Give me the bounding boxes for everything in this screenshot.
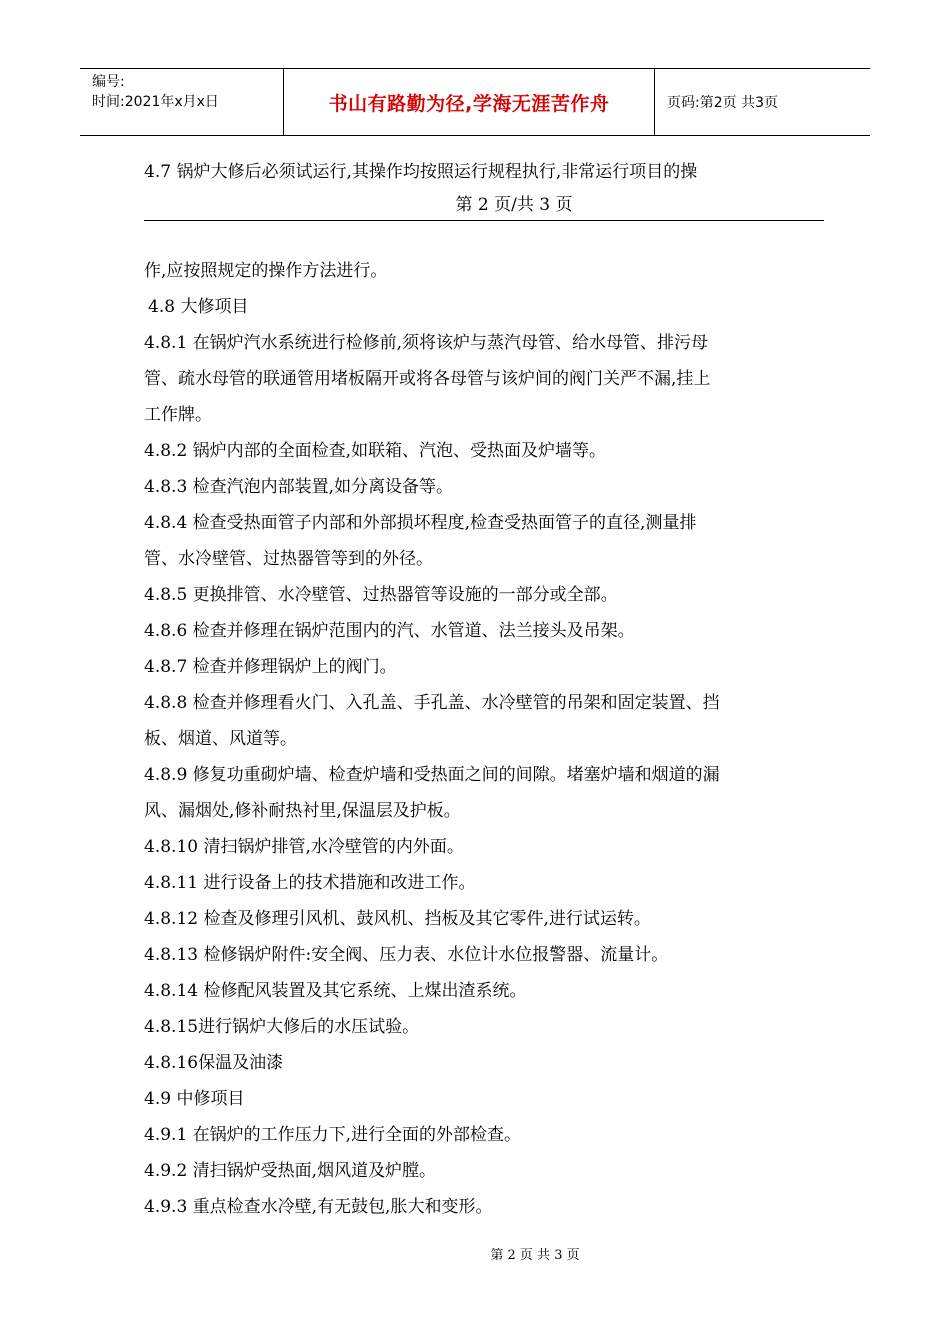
text-line: 4.8.11 进行设备上的技术措施和改进工作。 [144,873,476,893]
text-line: 4.8.5 更换排管、水冷壁管、过热器管等设施的一部分或全部。 [144,585,618,605]
text-line: 4.9 中修项目 [144,1089,245,1109]
text-line: 4.9.2 清扫锅炉受热面,烟风道及炉膛。 [144,1161,437,1181]
text-line: 4.8.12 检查及修理引风机、鼓风机、挡板及其它零件,进行试运转。 [144,909,651,929]
text-line: 4.8.8 检查并修理看火门、入孔盖、手孔盖、水冷壁管的吊架和固定装置、挡 [144,693,720,713]
text-line: 4.8.3 检查汽泡内部装置,如分离设备等。 [144,477,454,497]
text-line: 4.8.2 锅炉内部的全面检查,如联箱、汽泡、受热面及炉墙等。 [144,441,607,461]
carryover-line: 4.7 锅炉大修后必须试运行,其操作均按照运行规程执行,非常运行项目的操 [144,162,698,182]
header-table [80,68,870,136]
header-motto: 书山有路勤为径,学海无涯苦作舟 [283,69,655,135]
text-line: 4.8.6 检查并修理在锅炉范围内的汽、水管道、法兰接头及吊架。 [144,621,635,641]
time-label: 时间:2021年x月x日 [92,94,219,110]
text-line: 4.8.1 在锅炉汽水系统进行检修前,须将该炉与蒸汽母管、给水母管、排污母 [144,333,709,353]
text-line: 4.8.9 修复功重砌炉墙、检查炉墙和受热面之间的间隙。堵塞炉墙和烟道的漏 [144,765,720,785]
text-line: 4.8.16保温及油漆 [144,1053,284,1073]
text-line: 4.9.1 在锅炉的工作压力下,进行全面的外部检查。 [144,1125,522,1145]
text-line: 4.8.7 检查并修理锅炉上的阀门。 [144,657,397,677]
text-line: 4.8.4 检查受热面管子内部和外部损坏程度,检查受热面管子的直径,测量排 [144,513,697,533]
header-page-info: 页码:第2页 共3页 [667,95,778,111]
page-footer: 第 2 页 共 3 页 [490,1248,580,1263]
text-line: 4.9.3 重点检查水冷壁,有无鼓包,胀大和变形。 [144,1197,493,1217]
text-line: 4.8 大修项目 [148,297,249,317]
code-label: 编号: [92,74,125,90]
text-line: 4.8.15进行锅炉大修后的水压试验。 [144,1017,420,1037]
text-line: 作,应按照规定的操作方法进行。 [144,261,388,281]
text-line: 风、漏烟处,修补耐热衬里,保温层及护板。 [144,801,461,821]
text-line: 4.8.10 清扫锅炉排管,水冷壁管的内外面。 [144,837,464,857]
page-mark: 第 2 页/共 3 页 [144,190,824,221]
text-line: 工作牌。 [144,405,212,425]
text-line: 板、烟道、风道等。 [144,729,297,749]
header-meta [80,69,283,135]
document-body [144,253,814,1225]
text-line: 4.8.13 检修锅炉附件:安全阀、压力表、水位计水位报警器、流量计。 [144,945,669,965]
text-line: 4.8.14 检修配风装置及其它系统、上煤出渣系统。 [144,981,527,1001]
text-line: 管、疏水母管的联通管用堵板隔开或将各母管与该炉间的阀门关严不漏,挂上 [144,369,711,389]
text-line: 管、水冷壁管、过热器管等到的外径。 [144,549,433,569]
